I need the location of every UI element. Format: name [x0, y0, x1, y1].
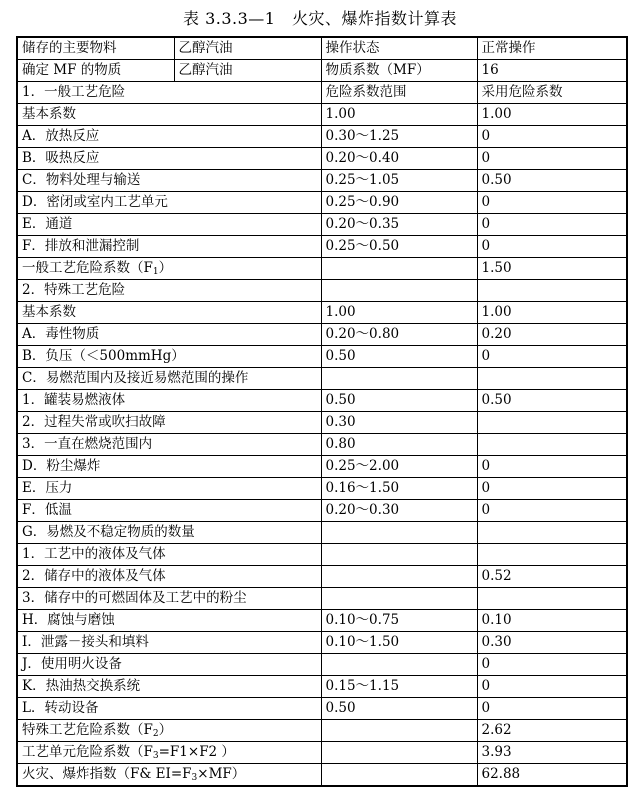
row-item-text-end: =F1×F2 ） — [158, 744, 235, 760]
row-item-cell — [17, 676, 321, 698]
row-range-cell: 0.80 — [321, 434, 477, 456]
row-value-cell: 1.50 — [477, 258, 627, 280]
row-value-cell: 1.00 — [477, 302, 627, 324]
row-value-cell: 0 — [477, 456, 627, 478]
label-main-material: 储存的主要物料 — [17, 37, 174, 60]
table-row — [17, 214, 627, 236]
table-row — [17, 764, 627, 787]
row-item-text: E．通道 — [22, 216, 73, 232]
label-material-factor: 物质系数（MF） — [321, 60, 477, 82]
row-range-cell: 0.30 — [321, 412, 477, 434]
row-range-cell: 0.20～0.40 — [321, 148, 477, 170]
row-value-cell: 0 — [477, 214, 627, 236]
fire-explosion-index-table — [16, 36, 628, 787]
row-item-text: K．热油热交换系统 — [22, 678, 141, 694]
row-item-cell — [17, 742, 321, 764]
row-item-cell — [17, 522, 321, 544]
table-row — [17, 412, 627, 434]
row-item-text: 1．罐装易燃液体 — [22, 392, 126, 408]
row-value-cell: 0.10 — [477, 610, 627, 632]
row-item-text: J．使用明火设备 — [22, 656, 122, 672]
row-item-cell — [17, 632, 321, 654]
table-row — [17, 588, 627, 610]
row-range-cell — [321, 522, 477, 544]
row-item-text: 工艺单元危险系数（F — [22, 744, 153, 760]
row-range-cell: 0.16～1.50 — [321, 478, 477, 500]
row-item-cell — [17, 258, 321, 280]
row-item-text: 火灾、爆炸指数（F& EI=F — [22, 766, 192, 782]
row-range-cell: 0.20～0.30 — [321, 500, 477, 522]
header-row-material — [17, 37, 627, 60]
row-item-cell — [17, 698, 321, 720]
table-row — [17, 148, 627, 170]
row-item-text: F．低温 — [22, 502, 72, 518]
row-item-cell — [17, 126, 321, 148]
row-value-cell: 0 — [477, 192, 627, 214]
row-value-cell: 3.93 — [477, 742, 627, 764]
row-range-cell — [321, 280, 477, 302]
row-item-cell — [17, 236, 321, 258]
row-item-subscript: 3 — [152, 751, 159, 761]
row-item-text: C．物料处理与输送 — [22, 172, 141, 188]
table-row — [17, 390, 627, 412]
row-range-cell: 0.50 — [321, 698, 477, 720]
row-value-cell — [477, 368, 627, 390]
row-item-cell — [17, 214, 321, 236]
table-row — [17, 280, 627, 302]
row-value-cell: 0 — [477, 676, 627, 698]
table-row — [17, 742, 627, 764]
row-value-cell: 0.52 — [477, 566, 627, 588]
row-range-cell: 0.25～0.50 — [321, 236, 477, 258]
row-value-cell: 0 — [477, 500, 627, 522]
row-value-cell: 0 — [477, 654, 627, 676]
row-item-cell — [17, 588, 321, 610]
row-item-cell — [17, 720, 321, 742]
table-row — [17, 236, 627, 258]
table-row — [17, 368, 627, 390]
table-row — [17, 456, 627, 478]
table-row — [17, 632, 627, 654]
row-value-cell: 0.30 — [477, 632, 627, 654]
value-main-material: 乙醇汽油 — [174, 37, 321, 60]
row-value-cell: 0.50 — [477, 390, 627, 412]
row-item-cell — [17, 654, 321, 676]
row-item-cell — [17, 500, 321, 522]
row-item-text: D．密闭或室内工艺单元 — [22, 194, 168, 210]
row-item-cell — [17, 434, 321, 456]
row-item-cell — [17, 478, 321, 500]
row-range-cell: 0.25～1.05 — [321, 170, 477, 192]
row-range-cell — [321, 764, 477, 787]
row-range-cell: 0.50 — [321, 346, 477, 368]
table-title: 表 3.3.3—1 火灾、爆炸指数计算表 — [183, 9, 457, 28]
row-item-subscript: 1 — [152, 267, 159, 277]
row-item-cell — [17, 280, 321, 302]
row-item-text: 2．储存中的液体及气体 — [22, 568, 166, 584]
row-value-cell: 0 — [477, 236, 627, 258]
row-item-text: B．吸热反应 — [22, 150, 100, 166]
row-item-text: 2．过程失常或吹扫故障 — [22, 414, 166, 430]
label-operating-state: 操作状态 — [321, 37, 477, 60]
row-value-cell: 0 — [477, 346, 627, 368]
row-item-text: 一般工艺危险系数（F — [22, 260, 153, 276]
row-item-cell — [17, 82, 321, 104]
table-row — [17, 170, 627, 192]
row-item-text: 3．一直在燃烧范围内 — [22, 436, 153, 452]
row-value-cell: 0 — [477, 126, 627, 148]
label-mf-substance: 确定 MF 的物质 — [17, 60, 174, 82]
table-row — [17, 126, 627, 148]
row-range-cell: 0.20～0.80 — [321, 324, 477, 346]
row-range-cell: 1.00 — [321, 302, 477, 324]
row-item-cell — [17, 390, 321, 412]
row-item-cell — [17, 764, 321, 787]
header-row-mf — [17, 60, 627, 82]
row-item-text: G．易燃及不稳定物质的数量 — [22, 524, 195, 540]
row-item-subscript: 2 — [152, 729, 159, 739]
row-value-cell: 采用危险系数 — [477, 82, 627, 104]
value-material-factor: 16 — [477, 60, 627, 82]
row-item-text: 1．一般工艺危险 — [22, 84, 126, 100]
table-row — [17, 478, 627, 500]
row-item-text: E．压力 — [22, 480, 73, 496]
row-item-text: 3．储存中的可燃固体及工艺中的粉尘 — [22, 590, 247, 606]
row-range-cell: 危险系数范围 — [321, 82, 477, 104]
table-row — [17, 258, 627, 280]
row-item-text: A．毒性物质 — [22, 326, 100, 342]
row-item-cell — [17, 412, 321, 434]
row-item-cell — [17, 104, 321, 126]
table-row — [17, 324, 627, 346]
table-row — [17, 302, 627, 324]
row-item-text: 基本系数 — [22, 106, 76, 122]
row-item-cell — [17, 566, 321, 588]
table-row — [17, 104, 627, 126]
table-row — [17, 654, 627, 676]
row-range-cell: 0.25～0.90 — [321, 192, 477, 214]
table-row — [17, 676, 627, 698]
row-range-cell: 0.15～1.15 — [321, 676, 477, 698]
row-value-cell — [477, 412, 627, 434]
row-item-cell — [17, 610, 321, 632]
row-value-cell — [477, 280, 627, 302]
row-value-cell — [477, 588, 627, 610]
row-item-text: L．转动设备 — [22, 700, 99, 716]
row-range-cell — [321, 742, 477, 764]
row-value-cell: 0.50 — [477, 170, 627, 192]
table-row — [17, 610, 627, 632]
row-range-cell: 0.20～0.35 — [321, 214, 477, 236]
row-value-cell — [477, 544, 627, 566]
row-item-text-end: ） — [158, 722, 173, 738]
row-item-text: H．腐蚀与磨蚀 — [22, 612, 115, 628]
table-row — [17, 192, 627, 214]
row-item-text: B．负压（＜500mmHg） — [22, 348, 185, 364]
row-item-text: 1．工艺中的液体及气体 — [22, 546, 166, 562]
value-operating-state: 正常操作 — [477, 37, 627, 60]
row-range-cell: 0.50 — [321, 390, 477, 412]
table-row — [17, 346, 627, 368]
row-value-cell: 0 — [477, 148, 627, 170]
row-range-cell: 0.30～1.25 — [321, 126, 477, 148]
table-row — [17, 82, 627, 104]
row-range-cell — [321, 258, 477, 280]
table-row — [17, 544, 627, 566]
row-item-cell — [17, 456, 321, 478]
row-item-text: 2．特殊工艺危险 — [22, 282, 126, 298]
row-item-text: A．放热反应 — [22, 128, 100, 144]
row-range-cell: 0.10～1.50 — [321, 632, 477, 654]
value-mf-substance: 乙醇汽油 — [174, 60, 321, 82]
row-value-cell: 0 — [477, 478, 627, 500]
row-item-text: C．易燃范围内及接近易燃范围的操作 — [22, 370, 249, 386]
row-value-cell: 0.20 — [477, 324, 627, 346]
row-range-cell — [321, 368, 477, 390]
row-item-cell — [17, 368, 321, 390]
table-row — [17, 434, 627, 456]
row-range-cell — [321, 588, 477, 610]
row-range-cell — [321, 544, 477, 566]
row-item-cell — [17, 544, 321, 566]
table-body — [17, 37, 627, 786]
row-value-cell: 1.00 — [477, 104, 627, 126]
row-value-cell — [477, 522, 627, 544]
row-item-cell — [17, 170, 321, 192]
row-value-cell: 2.62 — [477, 720, 627, 742]
row-item-text: D．粉尘爆炸 — [22, 458, 101, 474]
row-item-cell — [17, 302, 321, 324]
row-item-cell — [17, 346, 321, 368]
row-item-text: I．泄露－接头和填料 — [22, 634, 149, 650]
row-item-cell — [17, 148, 321, 170]
row-value-cell — [477, 434, 627, 456]
row-range-cell — [321, 654, 477, 676]
table-row — [17, 698, 627, 720]
row-range-cell: 1.00 — [321, 104, 477, 126]
row-value-cell: 0 — [477, 698, 627, 720]
table-row — [17, 522, 627, 544]
row-item-subscript: 3 — [191, 773, 198, 783]
table-row — [17, 500, 627, 522]
table-row — [17, 720, 627, 742]
row-range-cell: 0.25～2.00 — [321, 456, 477, 478]
row-item-text-end: ） — [158, 260, 173, 276]
row-item-text: 基本系数 — [22, 304, 76, 320]
row-item-cell — [17, 192, 321, 214]
row-range-cell — [321, 566, 477, 588]
row-value-cell: 62.88 — [477, 764, 627, 787]
row-item-cell — [17, 324, 321, 346]
row-range-cell: 0.10～0.75 — [321, 610, 477, 632]
table-row — [17, 566, 627, 588]
row-item-text-end: ×MF） — [197, 766, 246, 782]
row-range-cell — [321, 720, 477, 742]
row-item-text: 特殊工艺危险系数（F — [22, 722, 153, 738]
row-item-text: F．排放和泄漏控制 — [22, 238, 140, 254]
